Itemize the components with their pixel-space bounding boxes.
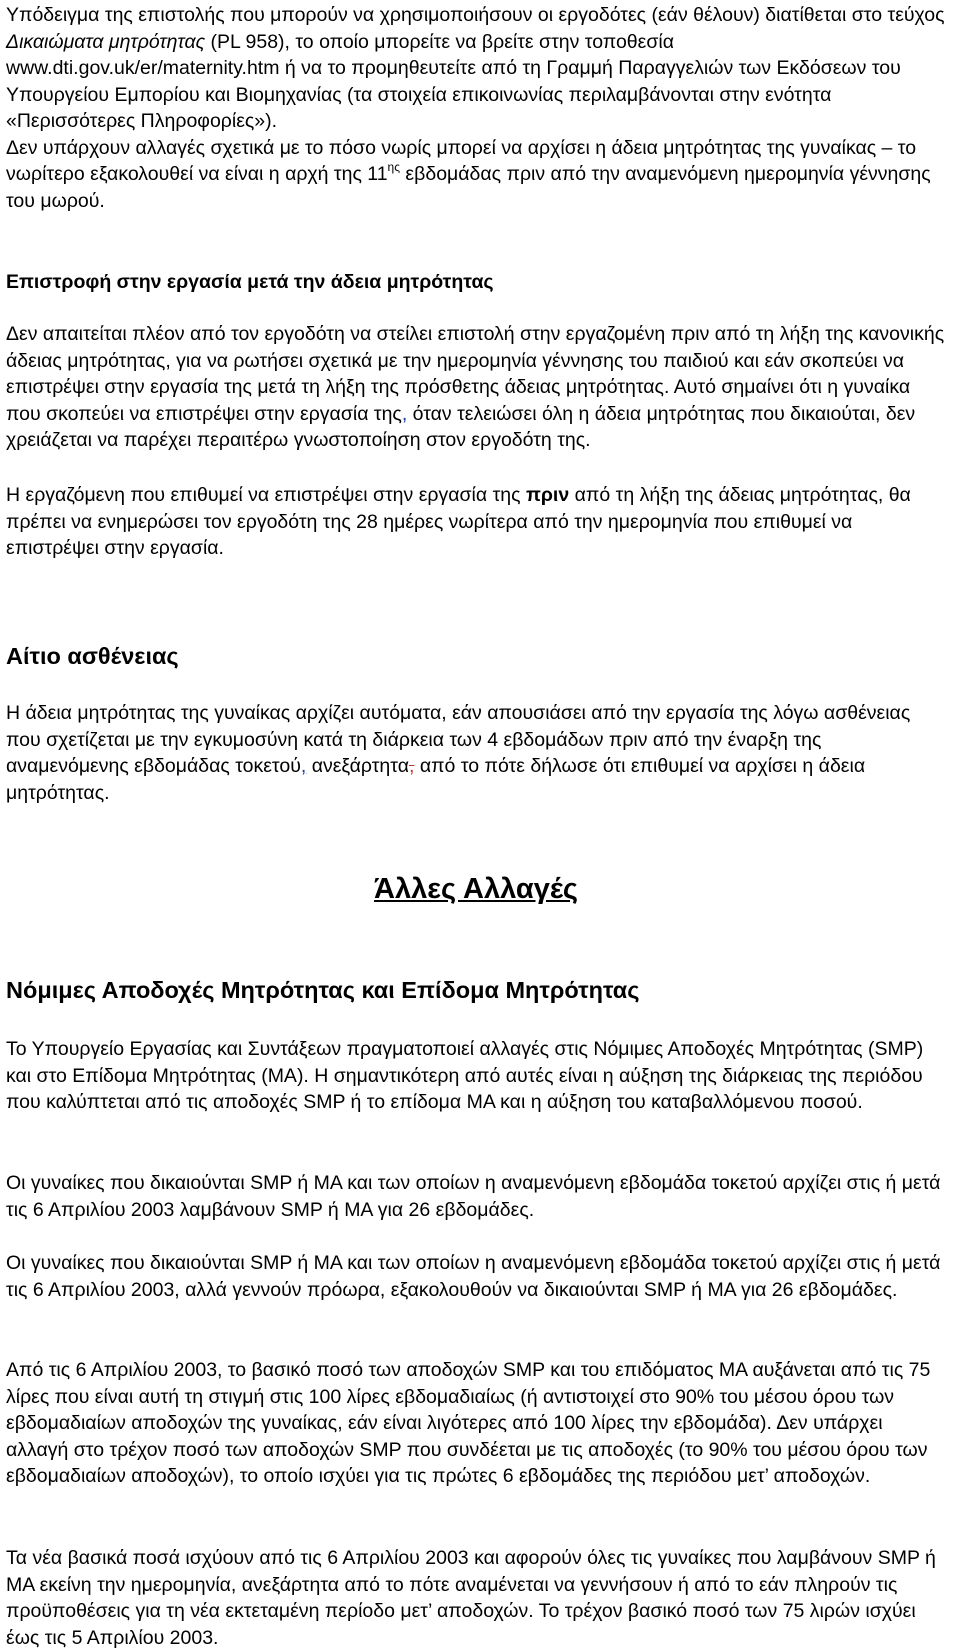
smp-section	[6, 975, 946, 1005]
intro-text	[6, 2, 946, 135]
smp-paragraph-3	[6, 1250, 946, 1303]
smp-text: Οι γυναίκες που δικαιούνται SMP ή MA και των οποίων η αναμενόμενη εβδομάδα τοκετού αρχίζει στις ή μετά τις 6 Απριλίου 2003, αλλά γεννούν πρόωρα, εξακολουθούν να δικαιούνται SMP ή MA για 26 εβδομάδες.	[6, 1252, 941, 1301]
return-text-part: Δεν απαιτείται πλέον από τον εργοδότη να στείλει επιστολή στην εργαζομένη πριν από τη λήξη της κανονικής άδειας μητρότητας, για να ρωτήσει σχετικά με την ημερομηνία γέννησης του παιδιού και εάν σκοπεύει να επιστρέψει στην εργασία της μετά τη λήξη της πρόσθετης άδειας μητρότητας. Αυτό σημαίνει ότι η γυναίκα που σκοπεύει να επιστρέψει στην εργασία της	[6, 323, 945, 425]
smp-heading: Νόμιμες Αποδοχές Μητρότητας και Επίδομα Μητρότητας	[6, 977, 640, 1003]
illness-text-part: από το πότε δήλωσε ότι επιθυμεί να αρχίσει η άδεια μητρότητας.	[6, 755, 866, 804]
emphasis-before: πριν	[525, 484, 570, 506]
other-changes-title: Άλλες Αλλαγές	[374, 873, 578, 905]
illness-text-part: Η άδεια μητρότητας της γυναίκας αρχίζει αυτόματα, εάν απουσιάσει από την εργασία της λόγω ασθένειας που σχετίζεται με την εγκυμοσύνη κατά τη διάρκεια των 4 εβδομάδων πριν από την έναρξη της αναμενόμενης εβδομάδας τοκετού	[6, 702, 911, 777]
smp-text: Οι γυναίκες που δικαιούνται SMP ή MA και των οποίων η αναμενόμενη εβδομάδα τοκετού αρχίζει στις ή μετά τις 6 Απριλίου 2003 λαμβάνουν SMP ή MA για 26 εβδομάδες.	[6, 1172, 941, 1221]
smp-text: Το Υπουργείο Εργασίας και Συντάξεων πραγματοποιεί αλλαγές στις Νόμιμες Αποδοχές Μητρότητας (SMP) και στο Επίδομα Μητρότητας (MA). Η σημαντικότερη από αυτές είναι η αύξηση της διάρκειας της περιόδου που καλύπτεται από τις αποδοχές SMP ή το επίδομα MA και η αύξηση του καταβαλλόμενου ποσού.	[6, 1038, 924, 1113]
smp-paragraph-2	[6, 1170, 946, 1223]
inserted-comma: ,	[300, 755, 307, 777]
ordinal-superscript: ης	[387, 160, 401, 174]
smp-paragraph-4	[6, 1357, 946, 1490]
other-changes-section	[6, 872, 946, 906]
return-text-part: όταν τελειώσει όλη η άδεια μητρότητας που δικαιούται, δεν χρειάζεται να παρέχει περαιτέρω γνωστοποίηση στον εργοδότη της.	[6, 402, 916, 451]
return-heading: Επιστροφή στην εργασία μετά την άδεια μητρότητας	[6, 271, 494, 293]
publication-title: Δικαιώματα μητρότητας	[6, 30, 206, 53]
smp-text: Τα νέα βασικά ποσά ισχύουν από τις 6 Απριλίου 2003 και αφορούν όλες τις γυναίκες που λαμβάνουν SMP ή MA εκείνη την ημερομηνία, ανεξάρτητα από το πότε αναμένεται να γεννήσουν ή από το εάν πληρούν τις προϋποθέσεις για τη νέα εκτεταμένη περίοδο μετ’ αποδοχών. Το τρέχον βασικό ποσό των 75 λιρών ισχύει έως τις 5 Απριλίου 2003.	[6, 1547, 936, 1649]
return-text	[6, 321, 946, 454]
inserted-comma: ,	[401, 402, 408, 425]
illness-heading: Αίτιο ασθένειας	[6, 643, 179, 669]
smp-paragraph-5	[6, 1545, 946, 1651]
return-text-part: Η εργαζόμενη που επιθυμεί να επιστρέψει στην εργασία της	[6, 484, 526, 506]
illness-text	[6, 700, 946, 806]
return-text	[6, 482, 946, 562]
return-paragraph-2	[6, 482, 946, 562]
intro-text-part: Υπόδειγμα της επιστολής που μπορούν να χρησιμοποιήσουν οι εργοδότες (εάν θέλουν) διατίθεται στο τεύχος	[6, 4, 945, 26]
intro-text-part: Δεν υπάρχουν αλλαγές σχετικά με το πόσο νωρίς μπορεί να αρχίσει η άδεια μητρότητας της γυναίκας – το νωρίτερο εξακολουθεί να είναι η αρχή της 11	[6, 136, 917, 185]
intro-text-part: (PL 958), το οποίο μπορείτε να βρείτε στην τοποθεσία www.dti.gov.uk/er/maternity.htm ή να το προμηθευτείτε από τη Γραμμή Παραγγελιών των Εκδόσεων του Υπουργείου Εμπορίου και Βιομηχανίας (τα στοιχεία επικοινωνίας περιλαμβάνονται στην ενότητα «Περισσότερες Πληροφορίες»).	[6, 30, 901, 132]
illness-section	[6, 641, 946, 671]
return-section	[6, 269, 946, 295]
intro-text-continued	[6, 135, 946, 215]
return-text-part: από τη λήξη της άδειας μητρότητας, θα πρέπει να ενημερώσει τον εργοδότη της 28 ημέρες νωρίτερα από την ημερομηνία που επιθυμεί να επιστρέψει στην εργασία.	[6, 484, 911, 559]
intro-text-part: εβδομάδας πριν από την αναμενόμενη ημερομηνία γέννησης του μωρού.	[6, 163, 931, 212]
intro-paragraph	[6, 2, 946, 214]
deleted-comma: ,	[408, 755, 415, 777]
return-paragraph-1	[6, 321, 946, 454]
smp-paragraph-1	[6, 1036, 946, 1116]
illness-paragraph	[6, 700, 946, 806]
illness-text-part: ανεξάρτητα	[306, 755, 409, 777]
smp-text: Από τις 6 Απριλίου 2003, το βασικό ποσό των αποδοχών SMP και του επιδόματος MA αυξάνεται από τις 75 λίρες που είναι αυτή τη στιγμή στις 100 λίρες εβδομαδιαίως (ή αντιστοιχεί στο 90% του μέσου όρου των εβδομαδιαίων αποδοχών της γυναίκας, εάν είναι λιγότερες από 100 λίρες την εβδομάδα). Δεν υπάρχει αλλαγή στο τρέχον ποσό των αποδοχών SMP που συνδέεται με τις αποδοχές (το 90% του μέσου όρου των εβδομαδιαίων αποδοχών), το οποίο ισχύει για τις πρώτες 6 εβδομάδες της περιόδου μετ’ αποδοχών.	[6, 1359, 931, 1487]
